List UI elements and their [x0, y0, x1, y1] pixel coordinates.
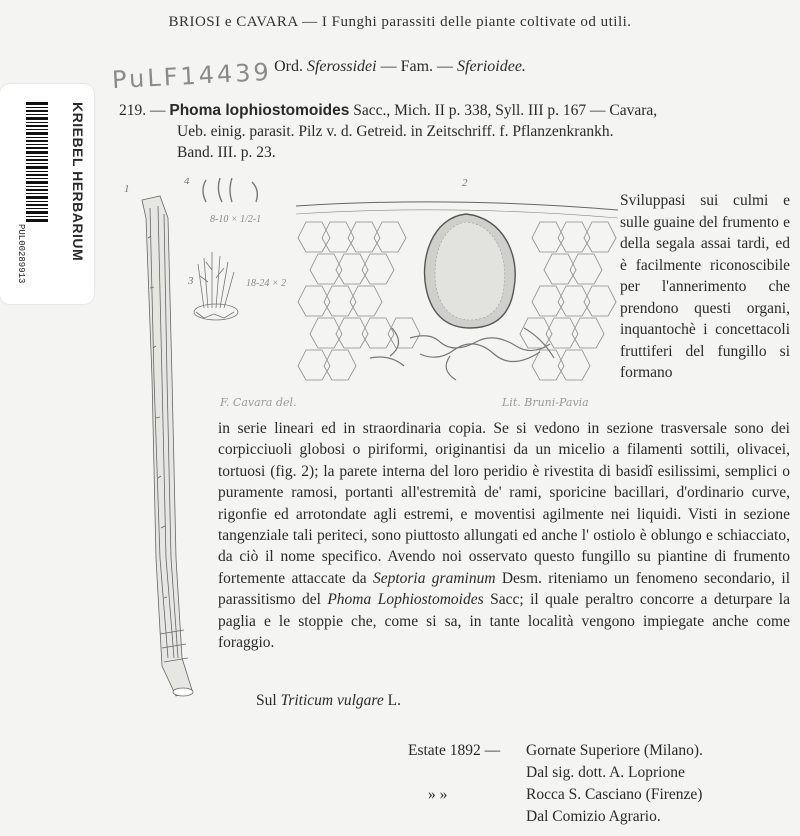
body-part-3: Sacc; il quale peraltro concorre a deturpare la paglia e le stoppie che, come si sa, in tante località vengono impiegate anche come foraggio.: [218, 591, 790, 652]
body-taxon-1: Septoria graminum: [372, 569, 496, 587]
fig-label-2: 2: [462, 178, 468, 189]
body-part-2: Desm. riteniamo un fenomeno secondario, il parassitismo del: [218, 569, 790, 609]
host-prefix: Sul: [256, 692, 277, 709]
locality-place: Rocca S. Casciano (Firenze): [526, 786, 703, 803]
herbarium-name: KRIEBEL HERBARIUM: [70, 102, 86, 262]
page-header: BRIOSI e CAVARA — I Funghi parassiti delle piante coltivate od utili.: [168, 14, 632, 30]
description-body: [218, 418, 790, 653]
entry-number: 219. —: [119, 102, 166, 119]
fig-label-4: 4: [184, 178, 190, 187]
credit-lithograph: Lit. Bruni-Pavia: [502, 396, 589, 409]
locality-row: [408, 740, 703, 762]
fig-label-3: 3: [188, 275, 194, 287]
fig-1-straw-stem: [142, 196, 193, 696]
barcode-number: PUL00289913: [16, 224, 26, 284]
fig-4-spores: [203, 178, 257, 202]
citation-line-3: Band. III. p. 23.: [177, 144, 276, 161]
body-taxon-2: Phoma Lophiostomoides: [327, 591, 484, 609]
locality-place: Gornate Superiore (Milano).: [526, 742, 703, 759]
basidia-measure: 18-24 × 2: [246, 278, 287, 289]
credit-drawn-by: F. Cavara del.: [220, 396, 297, 409]
family-name: Sferioidee.: [457, 58, 526, 75]
host-authority: L.: [387, 692, 401, 709]
handwritten-accession: PuLF14439: [111, 57, 273, 95]
locality-collector: Dal Comizio Agrario.: [526, 808, 661, 825]
order-prefix: Ord.: [274, 58, 303, 75]
species-name: Phoma lophiostomoides: [169, 102, 350, 119]
locality-row: [408, 784, 703, 806]
locality-collector: Dal sig. dott. A. Loprione: [526, 764, 685, 781]
locality-date: Estate 1892 —: [408, 742, 501, 759]
spore-measure: 8-10 × 1/2-1: [210, 214, 262, 225]
fig-2-cross-section: [296, 202, 618, 380]
collection-localities: [408, 740, 703, 828]
fig-label-1: 1: [124, 183, 130, 195]
description-intro: Sviluppasi sui culmi e sulle guaine del frumento e della segala assai tardi, ed è facilmente riconoscibile per l'annerimento che prendono questi organi, inquantochè i concettacoli fruttiferi del fungillo si formano: [620, 192, 790, 381]
body-part-1: in serie lineari ed in straordinaria copia. Se si vedono in sezione trasversale sono dei corpicciuoli globosi o piriformi, originantisi da un micelio a filamenti sottili, olivacei, tortuosi (fig. 2); la parete interna del loro peridio è rivestita di basidî esilissimi, semplici o puramente ramosi, portanti all'estremità de' rami, sporicine bacillari, d'ordinario curve, rigonfie ed arrotondate agli estremi, e moventisi agilmente nei liquidi. Visti in sezione tangenziale tali periteci, sono piuttosto allungati ed anche l' ostiolo è oblungo e schiacciato, da ciò il nome specifico. Avendo noi osservato questo fungillo su piantine di frumento fortemente attaccate da: [218, 420, 790, 587]
citation-line-1: Sacc., Mich. II p. 338, Syll. III p. 167 — Cavara,: [353, 102, 658, 119]
host-line: [256, 692, 401, 710]
locality-row: [408, 762, 703, 784]
host-species: Triticum vulgare: [280, 692, 384, 709]
barcode-icon: [26, 102, 48, 222]
order-separator: — Fam. —: [380, 58, 454, 75]
citation-line-2: Ueb. einig. parasit. Pilz v. d. Getreid. in Zeitschriff. f. Pflanzenkrankh.: [177, 123, 614, 140]
species-entry: [119, 100, 791, 163]
locality-row: [408, 806, 703, 828]
order-name: Sferossidei: [306, 58, 377, 75]
herbarium-label: [0, 84, 94, 304]
locality-ditto: » »: [428, 786, 448, 803]
fig-3-basidia: [194, 252, 238, 320]
